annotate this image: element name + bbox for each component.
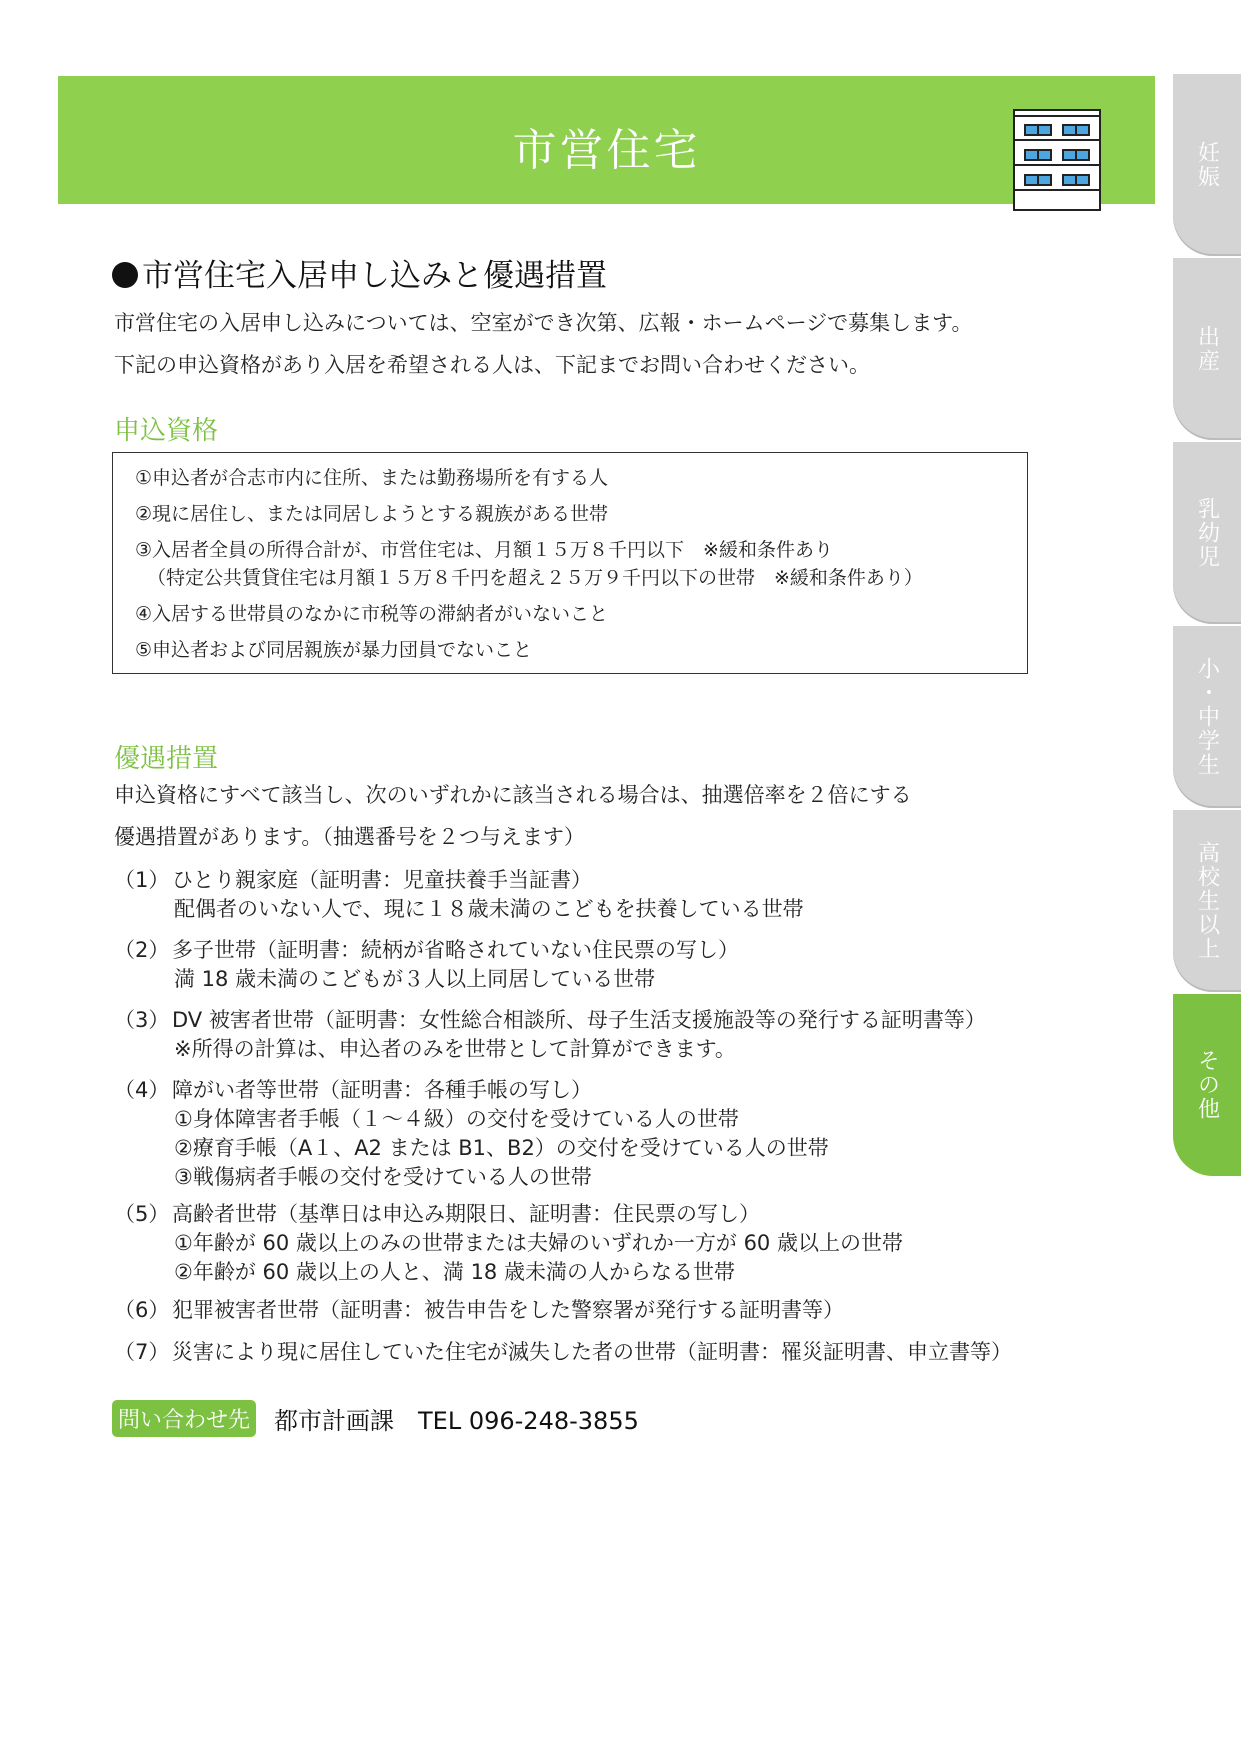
section-intro [114,302,972,386]
page-title: 市営住宅 [512,125,701,176]
qualifications-heading: 申込資格 [114,416,219,446]
preferential-item [114,1338,1012,1367]
item-detail: ※所得の計算は、申込者のみを世帯として計算ができます。 [174,1037,736,1061]
item-title: 高齢者世帯（基準日は申込み期限日、証明書：住民票の写し） [172,1202,760,1226]
preferential-heading: 優遇措置 [114,744,219,774]
item-title: ひとり親家庭（証明書：児童扶養手当証書） [172,868,592,892]
item-number: （1） [114,868,170,892]
item-title: 災害により現に居住していた住宅が滅失した者の世帯（証明書：罹災証明書、申立書等） [172,1340,1012,1364]
qualifications-box [112,452,1028,674]
qualification-item-note: （特定公共賃貸住宅は月額１５万８千円を超え２５万９千円以下の世帯 ※緩和条件あり） [147,567,923,589]
item-title: DV 被害者世帯（証明書：女性総合相談所、母子生活支援施設等の発行する証明書等） [172,1008,986,1032]
side-tab-other[interactable] [1173,994,1241,1176]
side-tab-label: その他 [1194,1049,1220,1121]
side-tab-label: 乳幼児 [1194,497,1220,569]
preferential-item [114,1296,844,1325]
item-number: （3） [114,1008,170,1032]
item-detail: ②年齢が 60 歳以上の人と、満 18 歳未満の人からなる世帯 [174,1260,735,1284]
item-number: （7） [114,1340,170,1364]
item-title: 障がい者等世帯（証明書：各種手帳の写し） [172,1078,592,1102]
intro-line: 下記の申込資格があり入居を希望される人は、下記までお問い合わせください。 [114,353,870,377]
side-tab-label: 小・中学生 [1194,657,1220,777]
side-tab-infant[interactable] [1173,442,1241,624]
item-number: （4） [114,1078,170,1102]
preferential-item [114,866,804,924]
side-tab-highschool[interactable] [1173,810,1241,992]
intro-line: 優遇措置があります。（抽選番号を２つ与えます） [114,825,585,849]
item-number: （5） [114,1202,170,1226]
building-icon [1012,108,1102,212]
item-detail: ③戦傷病者手帳の交付を受けている人の世帯 [174,1165,592,1189]
contact-info [112,1400,639,1437]
preferential-item [114,936,739,994]
contact-text: 都市計画課 TEL 096-248-3855 [274,1407,639,1435]
item-detail: ②療育手帳（A１、A2 または B1、B2）の交付を受けている人の世帯 [174,1136,829,1160]
item-detail: 配偶者のいない人で、現に１８歳未満のこどもを扶養している世帯 [174,897,804,921]
side-tab-label: 高校生以上 [1194,841,1220,961]
item-detail: ①年齢が 60 歳以上のみの世帯または夫婦のいずれか一方が 60 歳以上の世帯 [174,1231,903,1255]
side-tab-label: 出産 [1194,325,1220,373]
side-tab-label: 妊娠 [1194,141,1220,189]
preferential-item [114,1076,829,1192]
header-band [58,76,1155,204]
intro-line: 申込資格にすべて該当し、次のいずれかに該当される場合は、抽選倍率を２倍にする [114,783,912,807]
item-detail: 満 18 歳未満のこどもが３人以上同居している世帯 [174,967,656,991]
contact-badge: 問い合わせ先 [112,1400,256,1437]
preferential-item [114,1200,903,1287]
qualification-item: ⑤申込者および同居親族が暴力団員でないこと [135,639,533,661]
item-number: （6） [114,1298,170,1322]
side-tab-birth[interactable] [1173,258,1241,440]
item-detail: ①身体障害者手帳（１～４級）の交付を受けている人の世帯 [174,1107,739,1131]
item-number: （2） [114,938,170,962]
preferential-item [114,1006,986,1064]
qualification-item: ③入居者全員の所得合計が、市営住宅は、月額１５万８千円以下 ※緩和条件あり [135,539,833,561]
side-tab-elementary-junior[interactable] [1173,626,1241,808]
qualification-item: ②現に居住し、または同居しようとする親族がある世帯 [135,503,609,525]
bullet-dot-icon [112,262,138,288]
item-title: 犯罪被害者世帯（証明書：被告申告をした警察署が発行する証明書等） [172,1298,844,1322]
preferential-intro [114,774,912,858]
qualification-item: ④入居する世帯員のなかに市税等の滞納者がいないこと [135,603,609,625]
section-heading [112,250,607,295]
section-heading-text: 市営住宅入居申し込みと優遇措置 [142,258,607,294]
item-title: 多子世帯（証明書：続柄が省略されていない住民票の写し） [172,938,739,962]
side-tab-pregnancy[interactable] [1173,74,1241,256]
intro-line: 市営住宅の入居申し込みについては、空室ができ次第、広報・ホームページで募集します。 [114,311,973,335]
qualification-item: ①申込者が合志市内に住所、または勤務場所を有する人 [135,467,609,489]
